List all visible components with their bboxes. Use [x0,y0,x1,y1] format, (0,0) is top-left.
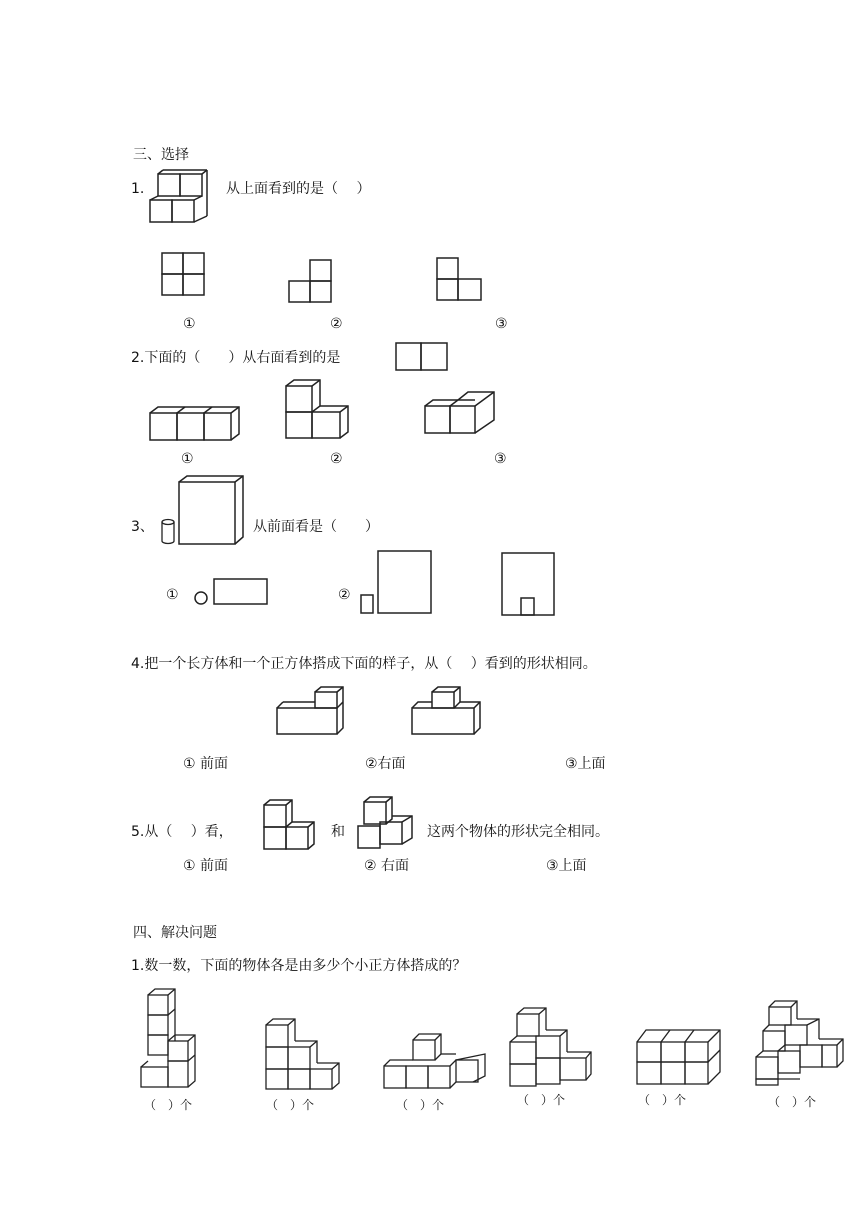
q3-cylinder [160,518,176,546]
q5-option3: ③上面 [546,858,587,874]
count-figure-5 [634,1026,724,1090]
q2-question: 2.下面的（ ）从右面看到的是 [131,350,341,366]
q1-option3-label: ③ [495,316,508,332]
q3-option1-label: ① [166,587,179,603]
q3-number: 3、 [131,519,154,535]
count-answer-2: （ ）个 [266,1098,315,1112]
count-figure-4 [507,1006,595,1090]
q2-option3-label: ③ [494,451,507,467]
q2-target-view [395,342,449,372]
q5-and: 和 [331,824,345,840]
q5-option1: ① 前面 [183,858,229,874]
q2-option1-label: ① [181,451,194,467]
count-figure-2 [263,1017,343,1093]
count-answer-3: （ ）个 [396,1098,445,1112]
q1-option1-label: ① [183,316,196,332]
q2-option1-figure [148,405,244,443]
q1-option2-label: ② [330,316,343,332]
q2-option2-label: ② [330,451,343,467]
q4-figure-b [410,686,486,738]
count-answer-5: （ ）个 [638,1093,687,1107]
count-figure-6 [753,999,847,1089]
q4-option1: ① 前面 [183,756,229,772]
q5-figure-b [356,794,418,852]
q1-option3-figure [436,257,484,303]
q3-option3-figure [500,551,558,619]
q4-option2: ②右面 [365,756,406,772]
q5-option2: ② 右面 [364,858,410,874]
q1-option1-figure [161,252,207,298]
count-answer-1: （ ）个 [144,1098,193,1112]
q4-question: 4.把一个长方体和一个正方体搭成下面的样子，从（ ）看到的形状相同。 [131,656,597,672]
q3-option1-figure [193,576,271,608]
count-figure-1 [138,987,204,1091]
q1-option2-figure [288,259,334,305]
q1-number: 1. [131,181,145,197]
count-answer-6: （ ）个 [768,1095,817,1109]
section3-heading: 三、选择 [133,147,189,163]
q5-question: 5.从（ ）看， [131,824,233,840]
section4-heading: 四、解决问题 [133,925,217,941]
q3-option2-label: ② [338,587,351,603]
q2-option3-figure [422,390,498,438]
q1-cube-figure [148,169,210,227]
q3-cuboid [177,474,247,548]
q4-figure-a [275,686,349,738]
count-answer-4: （ ）个 [517,1093,566,1107]
q2-option2-figure [284,378,352,442]
count-figure-3 [381,1030,489,1092]
s4-q1-question: 1.数一数，下面的物体各是由多少个小正方体搭成的？ [131,958,467,974]
q5-question-end: 这两个物体的形状完全相同。 [427,824,609,840]
q3-option2-figure [360,549,435,617]
q5-figure-a [262,798,318,852]
q3-question: 从前面看是（ ） [253,519,379,535]
q1-question: 从上面看到的是（ ） [226,181,371,197]
q4-option3: ③上面 [565,756,606,772]
